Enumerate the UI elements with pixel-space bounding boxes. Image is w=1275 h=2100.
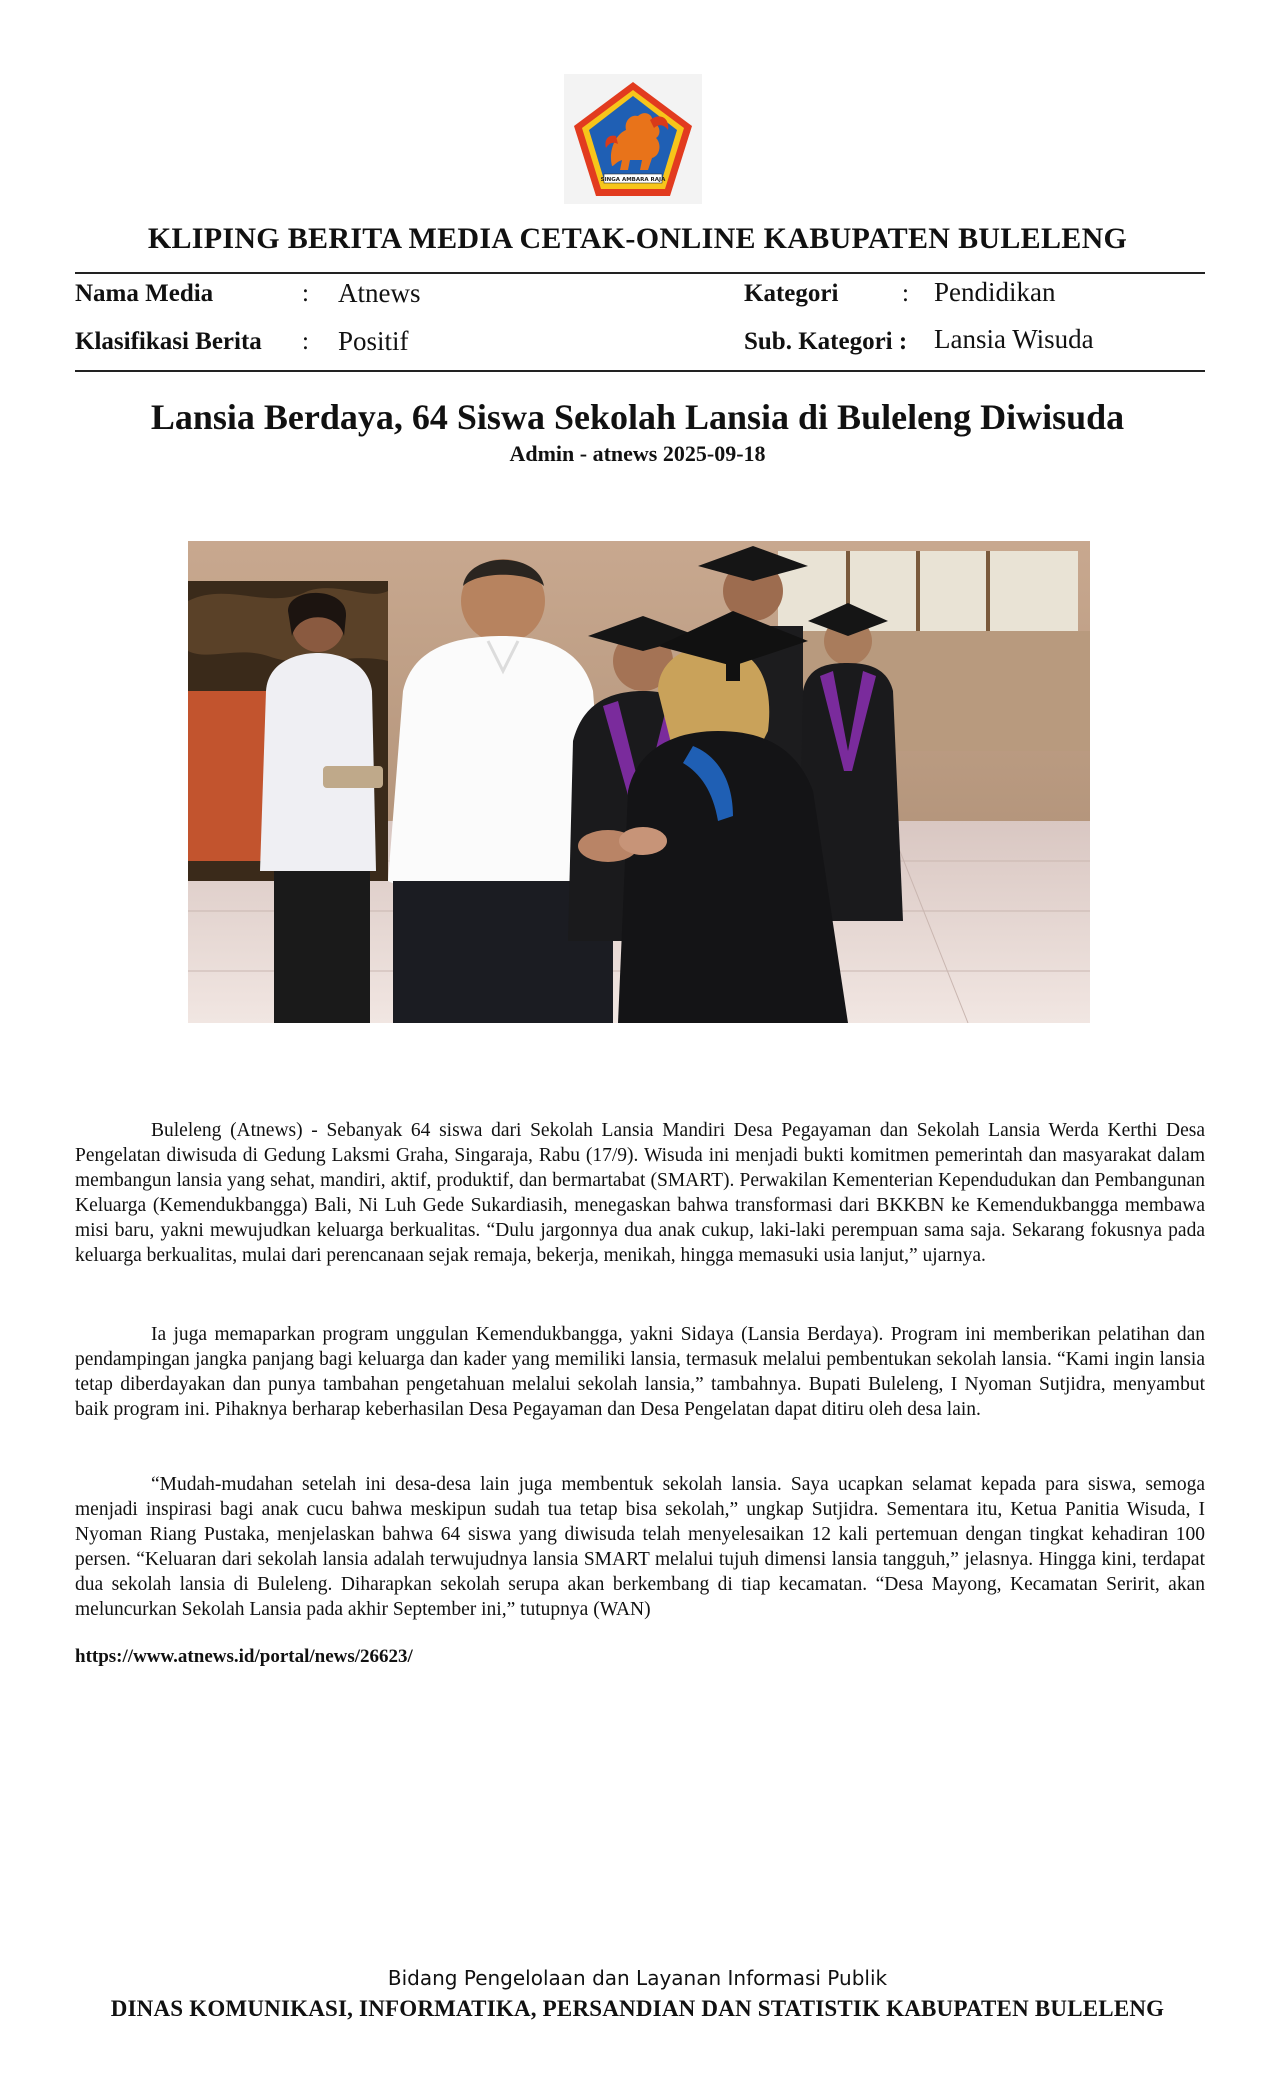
footer-agency: DINAS KOMUNIKASI, INFORMATIKA, PERSANDIAN DAN STATISTIK KABUPATEN BULELENG <box>110 1996 1165 2021</box>
source-url-link[interactable]: https://www.atnews.id/portal/news/26623/ <box>75 1646 413 1667</box>
header-rule-top <box>75 272 1205 274</box>
article-paragraph-3 <box>75 1472 1205 1622</box>
sub-kategori-label: Sub. Kategori : <box>744 328 908 355</box>
svg-text:SINGA AMBARA RAJA: SINGA AMBARA RAJA <box>600 177 666 183</box>
kategori-value: Pendidikan <box>934 277 1056 307</box>
article-paragraph-1 <box>75 1118 1205 1268</box>
footer-department: Bidang Pengelolaan dan Layanan Informasi Publik <box>387 1966 888 1990</box>
nama-media-label: Nama Media <box>75 280 214 307</box>
article-byline: Admin - atnews 2025-09-18 <box>509 441 766 466</box>
klasifikasi-berita-colon: : <box>302 328 309 355</box>
klasifikasi-berita-value: Positif <box>338 326 409 356</box>
klasifikasi-berita-label: Klasifikasi Berita <box>75 328 262 355</box>
header-rule-bottom <box>75 370 1205 372</box>
sub-kategori-value: Lansia Wisuda <box>934 324 1094 354</box>
kategori-label: Kategori <box>744 280 839 307</box>
article-paragraph-2 <box>75 1322 1205 1422</box>
paragraph-text: Buleleng (Atnews) - Sebanyak 64 siswa dari Sekolah Lansia Mandiri Desa Pegayaman dan Sekolah Lansia Werda Kerthi Desa Pengelatan diwisuda di Gedung Laksmi Graha, Singaraja, Rabu (17/9). Wisuda ini menjadi bukti komitmen pemerintah dan masyarakat dalam membangun lansia yang sehat, mandiri, aktif, produktif, dan bermartabat (SMART). Perwakilan Kementerian Kependudukan dan Pembangunan Keluarga (Kemendukbangga) Bali, Ni Luh Gede Sukardiasih, menegaskan bahwa transformasi dari BKKBN ke Kemendukbangga membawa misi baru, yakni mewujudkan keluarga berkualitas. “Dulu jargonnya dua anak cukup, laki-laki perempuan sama saja. Sekarang fokusnya pada keluarga berkualitas, mulai dari perencanaan sejak remaja, bekerja, menikah, hingga memasuki usia lanjut,” ujarnya. <box>75 1120 1205 1266</box>
document-title: KLIPING BERITA MEDIA CETAK-ONLINE KABUPATEN BULELENG <box>147 222 1128 255</box>
graduation-ceremony-photo <box>188 541 1090 1023</box>
nama-media-value: Atnews <box>338 278 421 308</box>
kategori-colon: : <box>902 280 909 307</box>
nama-media-colon: : <box>302 280 309 307</box>
paragraph-text: Ia juga memaparkan program unggulan Kemendukbangga, yakni Sidaya (Lansia Berdaya). Program ini memberikan pelatihan dan pendampingan jangka panjang bagi keluarga dan kader yang memiliki lansia, termasuk melalui pembentukan sekolah lansia. “Kami ingin lansia tetap diberdayakan dan punya tambahan pengetahuan melalui sekolah lansia,” tambahnya. Bupati Buleleng, I Nyoman Sutjidra, menyambut baik program ini. Pihaknya berharap keberhasilan Desa Pegayaman dan Desa Pengelatan dapat ditiru oleh desa lain. <box>75 1324 1205 1420</box>
article-headline: Lansia Berdaya, 64 Siswa Sekolah Lansia di Buleleng Diwisuda <box>150 397 1125 437</box>
paragraph-text: “Mudah-mudahan setelah ini desa-desa lain juga membentuk sekolah lansia. Saya ucapkan selamat kepada para siswa, semoga menjadi inspirasi bagi anak cucu bahwa meskipun sudah tua tetap bisa sekolah,” ungkap Sutjidra. Sementara itu, Ketua Panitia Wisuda, I Nyoman Riang Pustaka, menjelaskan bahwa 64 siswa yang diwisuda telah menyelesaikan 12 kali pertemuan dengan tingkat kehadiran 100 persen. “Keluaran dari sekolah lansia adalah terwujudnya lansia SMART melalui tujuh dimensi lansia tangguh,” jelasnya. Hingga kini, terdapat dua sekolah lansia di Buleleng. Diharapkan sekolah serupa akan berkembang di tiap kecamatan. “Desa Mayong, Kecamatan Seririt, akan meluncurkan Sekolah Lansia pada akhir September ini,” tutupnya (WAN) <box>75 1474 1205 1620</box>
singa-ambara-raja-crest-icon <box>564 74 702 204</box>
